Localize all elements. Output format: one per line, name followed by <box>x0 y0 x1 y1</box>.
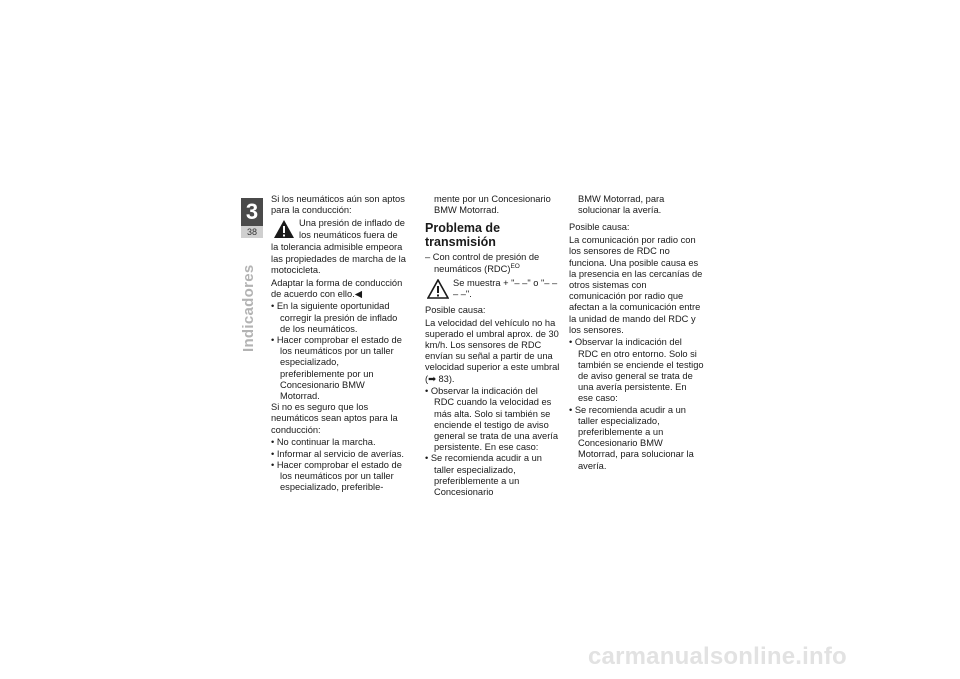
warning-block <box>271 218 406 242</box>
condition-item: – Con control de presión de neumáticos (RDC)$^{EO}$ <box>425 252 540 274</box>
page-reference[interactable]: ➡ 83 <box>428 373 449 384</box>
list-item-text: En la siguiente oportunidad corregir la presión de inflado de los neumáticos. <box>276 301 398 334</box>
list-item: • Observar la indicación del RDC cuando la velocidad es más alta. Solo si también se enciende el testigo de aviso general se trata de una avería persistente. En ese caso: <box>425 386 559 453</box>
list-item-text: Se recomienda acudir a un taller especializado, preferiblemente a un Concesionario BMW Motorrad, para solucionar la avería. <box>574 404 694 471</box>
list-item: • Informar al servicio de averías. <box>271 448 404 459</box>
list-item-text: Informar al servicio de averías. <box>276 448 404 459</box>
list-item: • Hacer comprobar el estado de los neumáticos por un taller especializado, preferible- <box>271 459 402 493</box>
list-item-text: No continuar la marcha. <box>276 437 376 448</box>
option-superscript: EO <box>510 262 520 270</box>
chapter-number: 3 <box>245 199 259 224</box>
paragraph-text: Adaptar la forma de conducción de acuerdo con ello. <box>271 277 403 299</box>
chapter-title-text: Indicadores <box>240 264 257 352</box>
section-heading: Problema de transmisión <box>425 221 501 250</box>
paragraph-text: La velocidad del vehículo no ha superado el umbral aprox. de 30 km/h. Los sensores de RDC envían su señal a partir de una velocidad superior a este umbral ( <box>425 317 560 384</box>
warning-text: Una presión de inflado de los neumáticos fuera de <box>299 218 405 240</box>
column-1 <box>271 194 406 493</box>
condition-text: Con control de presión de neumáticos (RDC) <box>432 252 540 274</box>
list-item-continued: BMW Motorrad, para solucionar la avería. <box>578 194 665 216</box>
warning-text: Se muestra + "– –" o "– – – –". <box>453 277 558 300</box>
list-item-text: Se recomienda acudir a un taller especializado, preferiblemente a un Concesionario <box>430 453 542 498</box>
column-2 <box>425 194 560 498</box>
warning-block <box>425 278 560 302</box>
paragraph <box>271 278 406 300</box>
list-item: • Hacer comprobar el estado de los neumáticos por un taller especializado, preferiblemente por un Concesionario BMW Motorrad. <box>271 335 402 402</box>
end-mark: ◀ <box>354 288 362 299</box>
watermark: carmanualsonline.info <box>588 643 847 670</box>
warning-triangle-icon <box>427 279 449 299</box>
list-item-text: Observar la indicación del RDC cuando la velocidad es más alta. Solo si también se enciende el testigo de aviso general se trata de una avería persistente. En ese caso: <box>430 386 559 453</box>
chapter-side-title <box>239 264 259 372</box>
list-item-text: Observar la indicación del RDC en otro entorno. Solo si también se enciende el testigo de aviso general se trata de una avería persistente. En ese caso: <box>574 337 704 404</box>
list-item-text: Hacer comprobar el estado de los neumáticos por un taller especializado, preferiblemente por un Concesionario BMW Motorrad. <box>276 335 402 402</box>
paragraph: La comunicación por radio con los sensores de RDC no funciona. Una posible causa es la presencia en las cercanías de otros sistemas con comunicación por radio que afectan a la comunicación entre la unidad de mando del RDC y los sensores. <box>569 235 703 335</box>
list-item-continued: mente por un Concesionario BMW Motorrad. <box>434 194 551 216</box>
list-item: • No continuar la marcha. <box>271 437 376 448</box>
warning-triangle-icon <box>273 219 295 239</box>
paragraph <box>425 318 560 385</box>
list-item: • Se recomienda acudir a un taller especializado, preferiblemente a un Concesionario BMW Motorrad, para solucionar la avería. <box>569 404 694 471</box>
page-number: 38 <box>241 226 263 238</box>
paragraph: Si los neumáticos aún son aptos para la conducción: <box>271 194 405 216</box>
paragraph-text-end: ). <box>448 373 455 384</box>
list-item-text: Hacer comprobar el estado de los neumáticos por un taller especializado, preferible- <box>276 459 402 493</box>
warning-text-continued: la tolerancia admisible empeora las propiedades de marcha de la motocicleta. <box>271 242 406 275</box>
cause-label: Posible causa: <box>425 304 486 315</box>
list-item: • Observar la indicación del RDC en otro entorno. Solo si también se enciende el testigo de aviso general se trata de una avería persistente. En ese caso: <box>569 337 704 404</box>
list-item: • En la siguiente oportunidad corregir la presión de inflado de los neumáticos. <box>271 301 398 334</box>
list-item: • Se recomienda acudir a un taller especializado, preferiblemente a un Concesionario <box>425 453 542 498</box>
cause-label: Posible causa: <box>569 222 630 233</box>
column-3 <box>569 194 704 472</box>
paragraph: Si no es seguro que los neumáticos sean aptos para la conducción: <box>271 402 398 435</box>
